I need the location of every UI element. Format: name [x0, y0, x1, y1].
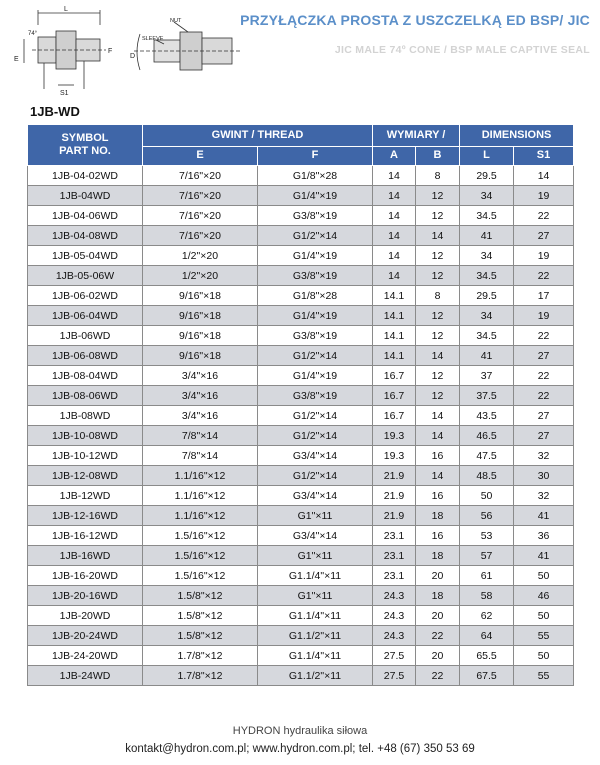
fitting-dimension-drawing [8, 5, 118, 97]
dim-l-cell: 34 [460, 306, 514, 326]
dim-s1-cell: 27 [514, 226, 574, 246]
dim-b-cell: 14 [416, 346, 460, 366]
table-row [28, 566, 574, 586]
dim-b-cell: 12 [416, 326, 460, 346]
table-row [28, 666, 574, 686]
thread-f-cell: G1/2"×14 [258, 346, 373, 366]
thread-e-cell: 7/16"×20 [143, 206, 258, 226]
dim-l-cell: 64 [460, 626, 514, 646]
thread-e-cell: 9/16"×18 [143, 326, 258, 346]
col-l-header: L [460, 147, 514, 166]
dim-a-cell: 24.3 [373, 606, 416, 626]
dim-b-cell: 16 [416, 486, 460, 506]
series-code: 1JB-WD [30, 104, 80, 119]
thread-f-cell: G1/8"×28 [258, 166, 373, 186]
table-row [28, 466, 574, 486]
thread-f-cell: G1/4"×19 [258, 306, 373, 326]
col-s1-header: S1 [514, 147, 574, 166]
table-row [28, 186, 574, 206]
dim-l-cell: 56 [460, 506, 514, 526]
part-no-cell: 1JB-16-12WD [28, 526, 143, 546]
table-row [28, 306, 574, 326]
thread-e-cell: 1.5/16"×12 [143, 566, 258, 586]
dim-b-cell: 12 [416, 266, 460, 286]
dim-a-cell: 19.3 [373, 426, 416, 446]
dim-a-cell: 24.3 [373, 626, 416, 646]
thread-f-cell: G1/8"×28 [258, 286, 373, 306]
dim-l-cell: 34 [460, 246, 514, 266]
col-b-header: B [416, 147, 460, 166]
table-row [28, 426, 574, 446]
table-row [28, 446, 574, 466]
thread-f-cell: G1/2"×14 [258, 226, 373, 246]
dim-s1-cell: 55 [514, 666, 574, 686]
dim-b-cell: 22 [416, 666, 460, 686]
thread-e-cell: 7/8"×14 [143, 446, 258, 466]
dim-a-cell: 14 [373, 226, 416, 246]
dim-a-cell: 14.1 [373, 286, 416, 306]
thread-e-cell: 9/16"×18 [143, 346, 258, 366]
dim-a-cell: 24.3 [373, 586, 416, 606]
table-row [28, 626, 574, 646]
dim-s1-cell: 50 [514, 646, 574, 666]
dim-s1-cell: 19 [514, 306, 574, 326]
dim-a-cell: 14 [373, 246, 416, 266]
table-row [28, 166, 574, 186]
dim-b-cell: 22 [416, 626, 460, 646]
dim-b-cell: 14 [416, 426, 460, 446]
table-header-row [28, 125, 574, 147]
thread-f-cell: G1/2"×14 [258, 426, 373, 446]
part-no-cell: 1JB-08-06WD [28, 386, 143, 406]
thread-f-cell: G3/8"×19 [258, 326, 373, 346]
thread-e-cell: 3/4"×16 [143, 366, 258, 386]
thread-f-cell: G1.1/4"×11 [258, 606, 373, 626]
dim-b-cell: 12 [416, 206, 460, 226]
thread-f-cell: G3/4"×14 [258, 526, 373, 546]
dim-s1-cell: 27 [514, 406, 574, 426]
label-E: E [14, 56, 19, 63]
dim-s1-cell: 17 [514, 286, 574, 306]
dim-a-cell: 19.3 [373, 446, 416, 466]
part-no-cell: 1JB-12-08WD [28, 466, 143, 486]
dim-s1-cell: 41 [514, 506, 574, 526]
dim-a-cell: 23.1 [373, 546, 416, 566]
dim-l-cell: 29.5 [460, 166, 514, 186]
thread-f-cell: G1.1/4"×11 [258, 566, 373, 586]
dim-a-cell: 14 [373, 206, 416, 226]
part-no-cell: 1JB-10-08WD [28, 426, 143, 446]
col-a-header: A [373, 147, 416, 166]
dim-l-cell: 57 [460, 546, 514, 566]
thread-e-cell: 1.1/16"×12 [143, 506, 258, 526]
dim-b-cell: 12 [416, 306, 460, 326]
dim-l-cell: 34.5 [460, 266, 514, 286]
dim-s1-cell: 14 [514, 166, 574, 186]
table-row [28, 246, 574, 266]
nut-sleeve-drawing [130, 18, 245, 90]
dim-b-cell: 12 [416, 246, 460, 266]
dim-l-cell: 37 [460, 366, 514, 386]
dim-s1-cell: 22 [514, 366, 574, 386]
dimensions-pl-header: WYMIARY / [373, 125, 460, 147]
dim-a-cell: 21.9 [373, 466, 416, 486]
thread-f-cell: G3/4"×14 [258, 446, 373, 466]
part-no-cell: 1JB-24-20WD [28, 646, 143, 666]
table-row [28, 526, 574, 546]
part-no-cell: 1JB-10-12WD [28, 446, 143, 466]
label-nut: NUT [170, 18, 182, 24]
dim-s1-cell: 36 [514, 526, 574, 546]
dim-b-cell: 14 [416, 226, 460, 246]
dim-l-cell: 50 [460, 486, 514, 506]
thread-f-cell: G1/2"×14 [258, 466, 373, 486]
table-row [28, 266, 574, 286]
label-S1: S1 [60, 90, 69, 97]
dim-s1-cell: 22 [514, 206, 574, 226]
dim-a-cell: 27.5 [373, 666, 416, 686]
dim-l-cell: 47.5 [460, 446, 514, 466]
dim-l-cell: 65.5 [460, 646, 514, 666]
thread-e-cell: 7/16"×20 [143, 166, 258, 186]
table-row [28, 406, 574, 426]
dim-b-cell: 12 [416, 366, 460, 386]
part-no-cell: 1JB-04-06WD [28, 206, 143, 226]
symbol-label: SYMBOL [61, 131, 109, 144]
dim-s1-cell: 50 [514, 566, 574, 586]
dim-l-cell: 41 [460, 346, 514, 366]
thread-e-cell: 7/16"×20 [143, 186, 258, 206]
thread-e-cell: 1.7/8"×12 [143, 666, 258, 686]
part-no-cell: 1JB-06WD [28, 326, 143, 346]
dim-l-cell: 34.5 [460, 326, 514, 346]
dim-l-cell: 67.5 [460, 666, 514, 686]
table-row [28, 586, 574, 606]
dim-a-cell: 14 [373, 186, 416, 206]
dim-a-cell: 27.5 [373, 646, 416, 666]
dim-s1-cell: 19 [514, 246, 574, 266]
dim-s1-cell: 46 [514, 586, 574, 606]
dim-l-cell: 61 [460, 566, 514, 586]
dim-l-cell: 48.5 [460, 466, 514, 486]
col-e-header: E [143, 147, 258, 166]
thread-e-cell: 9/16"×18 [143, 306, 258, 326]
table-row [28, 346, 574, 366]
dim-s1-cell: 50 [514, 606, 574, 626]
table-row [28, 386, 574, 406]
part-no-cell: 1JB-24WD [28, 666, 143, 686]
dim-l-cell: 46.5 [460, 426, 514, 446]
part-no-cell: 1JB-16WD [28, 546, 143, 566]
thread-e-cell: 7/16"×20 [143, 226, 258, 246]
thread-e-cell: 1.7/8"×12 [143, 646, 258, 666]
dim-s1-cell: 19 [514, 186, 574, 206]
part-no-cell: 1JB-12WD [28, 486, 143, 506]
dim-s1-cell: 32 [514, 486, 574, 506]
dim-a-cell: 14 [373, 266, 416, 286]
page-subtitle: JIC MALE 74º CONE / BSP MALE CAPTIVE SEAL [334, 44, 590, 56]
label-D: D [130, 53, 136, 60]
thread-f-cell: G1"×11 [258, 546, 373, 566]
dimensions-en-header: DIMENSIONS [460, 125, 574, 147]
dim-s1-cell: 22 [514, 266, 574, 286]
dim-a-cell: 14.1 [373, 346, 416, 366]
thread-f-cell: G1"×11 [258, 506, 373, 526]
label-F: F [108, 48, 113, 55]
part-no-cell: 1JB-06-02WD [28, 286, 143, 306]
table-row [28, 226, 574, 246]
dim-a-cell: 16.7 [373, 366, 416, 386]
thread-e-cell: 1.1/16"×12 [143, 466, 258, 486]
dim-a-cell: 14.1 [373, 326, 416, 346]
dim-a-cell: 14.1 [373, 306, 416, 326]
dim-s1-cell: 27 [514, 426, 574, 446]
part-no-cell: 1JB-20WD [28, 606, 143, 626]
dim-l-cell: 53 [460, 526, 514, 546]
symbol-header [28, 125, 143, 166]
thread-f-cell: G3/8"×19 [258, 266, 373, 286]
dim-b-cell: 16 [416, 446, 460, 466]
dim-l-cell: 62 [460, 606, 514, 626]
dim-s1-cell: 22 [514, 326, 574, 346]
thread-f-cell: G3/8"×19 [258, 386, 373, 406]
dim-b-cell: 20 [416, 566, 460, 586]
page-title: PRZYŁĄCZKA PROSTA Z USZCZELKĄ ED BSP/ JIC [240, 12, 590, 28]
thread-f-cell: G1/4"×19 [258, 366, 373, 386]
table-row [28, 546, 574, 566]
thread-e-cell: 1.5/8"×12 [143, 606, 258, 626]
thread-e-cell: 3/4"×16 [143, 406, 258, 426]
thread-e-cell: 1/2"×20 [143, 246, 258, 266]
dim-l-cell: 37.5 [460, 386, 514, 406]
dim-a-cell: 23.1 [373, 526, 416, 546]
table-row [28, 606, 574, 626]
specification-table [27, 124, 574, 686]
part-no-cell: 1JB-04-02WD [28, 166, 143, 186]
thread-f-cell: G1/4"×19 [258, 186, 373, 206]
dim-b-cell: 14 [416, 466, 460, 486]
part-no-cell: 1JB-04WD [28, 186, 143, 206]
dim-b-cell: 8 [416, 166, 460, 186]
thread-f-cell: G1/4"×19 [258, 246, 373, 266]
dim-l-cell: 34.5 [460, 206, 514, 226]
table-row [28, 286, 574, 306]
thread-f-cell: G3/8"×19 [258, 206, 373, 226]
thread-f-cell: G1.1/2"×11 [258, 626, 373, 646]
thread-e-cell: 1.5/8"×12 [143, 586, 258, 606]
dim-b-cell: 20 [416, 646, 460, 666]
thread-e-cell: 9/16"×18 [143, 286, 258, 306]
table-row [28, 366, 574, 386]
thread-f-cell: G1.1/4"×11 [258, 646, 373, 666]
dim-a-cell: 16.7 [373, 406, 416, 426]
dim-s1-cell: 30 [514, 466, 574, 486]
label-sleeve: SLEEVE [142, 36, 164, 42]
part-no-cell: 1JB-08WD [28, 406, 143, 426]
dim-l-cell: 34 [460, 186, 514, 206]
part-no-cell: 1JB-05-06W [28, 266, 143, 286]
dim-b-cell: 14 [416, 406, 460, 426]
dim-b-cell: 20 [416, 606, 460, 626]
dim-l-cell: 29.5 [460, 286, 514, 306]
dim-b-cell: 18 [416, 586, 460, 606]
part-no-cell: 1JB-20-16WD [28, 586, 143, 606]
dim-b-cell: 8 [416, 286, 460, 306]
thread-e-cell: 3/4"×16 [143, 386, 258, 406]
thread-f-cell: G1/2"×14 [258, 406, 373, 426]
table-body [28, 166, 574, 686]
dim-l-cell: 41 [460, 226, 514, 246]
part-no-cell: 1JB-12-16WD [28, 506, 143, 526]
dim-l-cell: 43.5 [460, 406, 514, 426]
part-no-cell: 1JB-20-24WD [28, 626, 143, 646]
dim-b-cell: 12 [416, 186, 460, 206]
table-row [28, 206, 574, 226]
part-no-cell: 1JB-04-08WD [28, 226, 143, 246]
part-no-cell: 1JB-05-04WD [28, 246, 143, 266]
header [0, 0, 600, 100]
col-f-header: F [258, 147, 373, 166]
thread-f-cell: G3/4"×14 [258, 486, 373, 506]
dim-s1-cell: 41 [514, 546, 574, 566]
part-no-cell: 1JB-16-20WD [28, 566, 143, 586]
dim-a-cell: 14 [373, 166, 416, 186]
dim-s1-cell: 22 [514, 386, 574, 406]
thread-f-cell: G1.1/2"×11 [258, 666, 373, 686]
dim-a-cell: 21.9 [373, 506, 416, 526]
footer-contact: kontakt@hydron.com.pl; www.hydron.com.pl; tel. +48 (67) 350 53 69 [125, 743, 475, 755]
dim-b-cell: 12 [416, 386, 460, 406]
thread-e-cell: 1.5/16"×12 [143, 526, 258, 546]
dim-b-cell: 16 [416, 526, 460, 546]
part-no-cell: 1JB-08-04WD [28, 366, 143, 386]
part-no-cell: 1JB-06-04WD [28, 306, 143, 326]
dim-a-cell: 23.1 [373, 566, 416, 586]
thread-e-cell: 1.1/16"×12 [143, 486, 258, 506]
dim-a-cell: 16.7 [373, 386, 416, 406]
dim-a-cell: 21.9 [373, 486, 416, 506]
thread-f-cell: G1"×11 [258, 586, 373, 606]
table-row [28, 326, 574, 346]
part-no-cell: 1JB-06-08WD [28, 346, 143, 366]
thread-e-cell: 1.5/16"×12 [143, 546, 258, 566]
label-74: 74° [28, 31, 38, 37]
thread-e-cell: 1/2"×20 [143, 266, 258, 286]
thread-e-cell: 7/8"×14 [143, 426, 258, 446]
thread-e-cell: 1.5/8"×12 [143, 626, 258, 646]
table-row [28, 486, 574, 506]
part-no-label: PART NO. [59, 145, 111, 157]
dim-l-cell: 58 [460, 586, 514, 606]
dim-b-cell: 18 [416, 506, 460, 526]
dim-s1-cell: 55 [514, 626, 574, 646]
footer-company: HYDRON hydraulika siłowa [232, 725, 368, 737]
dim-s1-cell: 27 [514, 346, 574, 366]
table-row [28, 646, 574, 666]
thread-header: GWINT / THREAD [143, 125, 373, 147]
label-L: L [64, 6, 68, 13]
dim-b-cell: 18 [416, 546, 460, 566]
dim-s1-cell: 32 [514, 446, 574, 466]
table-row [28, 506, 574, 526]
